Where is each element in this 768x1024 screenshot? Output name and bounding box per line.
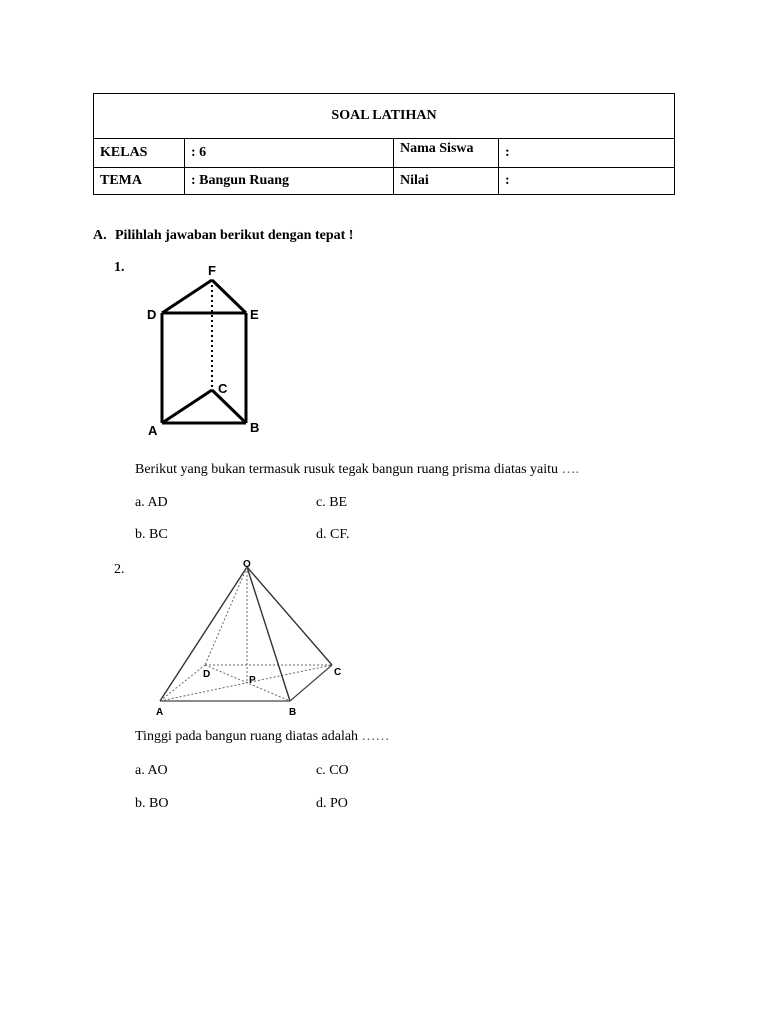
vertex-label-d: D: [203, 669, 211, 680]
question-2-option-a[interactable]: a. AO: [135, 763, 168, 778]
tema-label: TEMA: [94, 168, 185, 195]
vertex-label-c: C: [218, 381, 228, 396]
tema-value: : Bangun Ruang: [185, 168, 394, 195]
edge-oa: [160, 567, 247, 701]
section-heading: [93, 228, 353, 244]
question-2-option-d[interactable]: d. PO: [316, 796, 348, 811]
vertex-label-e: E: [250, 307, 259, 322]
question-2-option-b[interactable]: b. BO: [135, 796, 169, 811]
pyramid-figure: [150, 555, 350, 720]
question-2-stem: Tinggi pada bangun ruang diatas adalah: [135, 729, 359, 744]
question-2-ellipsis: ……: [361, 729, 390, 744]
square-pyramid-diagram: [150, 555, 350, 720]
edge-df: [162, 280, 212, 313]
vertex-label-a: A: [156, 707, 164, 718]
question-2-number: 2.: [114, 562, 125, 577]
question-1-option-c[interactable]: c. BE: [316, 495, 348, 510]
section-letter: A.: [93, 228, 107, 243]
vertex-label-b: B: [289, 707, 297, 718]
vertex-label-f: F: [208, 263, 216, 278]
vertex-label-p: P: [249, 675, 256, 686]
vertex-label-c: C: [334, 667, 342, 678]
triangular-prism-figure: [140, 258, 280, 443]
edge-ac: [162, 390, 212, 423]
question-2-option-c[interactable]: c. CO: [316, 763, 349, 778]
nilai-field: :: [499, 168, 675, 195]
section-instruction: Pilihlah jawaban berikut dengan tepat !: [115, 228, 354, 243]
worksheet-title: SOAL LATIHAN: [94, 94, 675, 139]
diagonal-ac: [160, 665, 332, 701]
question-1-stem: Berikut yang bukan termasuk rusuk tegak bangun ruang prisma diatas yaitu: [135, 462, 559, 477]
edge-bc: [290, 665, 332, 701]
question-2-text: [135, 729, 390, 745]
question-1-option-d[interactable]: d. CF.: [316, 527, 350, 542]
triangular-prism-diagram: [140, 258, 280, 443]
nama-siswa-label: Nama Siswa: [394, 139, 499, 168]
header-table: [93, 93, 675, 195]
question-1-number: 1.: [114, 260, 125, 275]
nama-siswa-field: :: [499, 139, 675, 168]
kelas-value: : 6: [185, 139, 394, 168]
edge-oc: [247, 567, 332, 665]
question-1-ellipsis: ….: [561, 462, 580, 477]
edge-od-hidden: [205, 567, 247, 665]
question-1-text: [135, 462, 579, 478]
header-row-kelas: [94, 139, 675, 168]
question-1-option-a[interactable]: a. AD: [135, 495, 168, 510]
question-1-option-b[interactable]: b. BC: [135, 527, 168, 542]
edge-ad-hidden: [160, 665, 205, 701]
vertex-label-b: B: [250, 420, 260, 435]
vertex-label-o: O: [243, 559, 251, 570]
edge-fe: [212, 280, 246, 313]
vertex-label-d: D: [147, 307, 157, 322]
vertex-label-a: A: [148, 423, 158, 438]
header-row-tema: [94, 168, 675, 195]
nilai-label: Nilai: [394, 168, 499, 195]
kelas-label: KELAS: [94, 139, 185, 168]
